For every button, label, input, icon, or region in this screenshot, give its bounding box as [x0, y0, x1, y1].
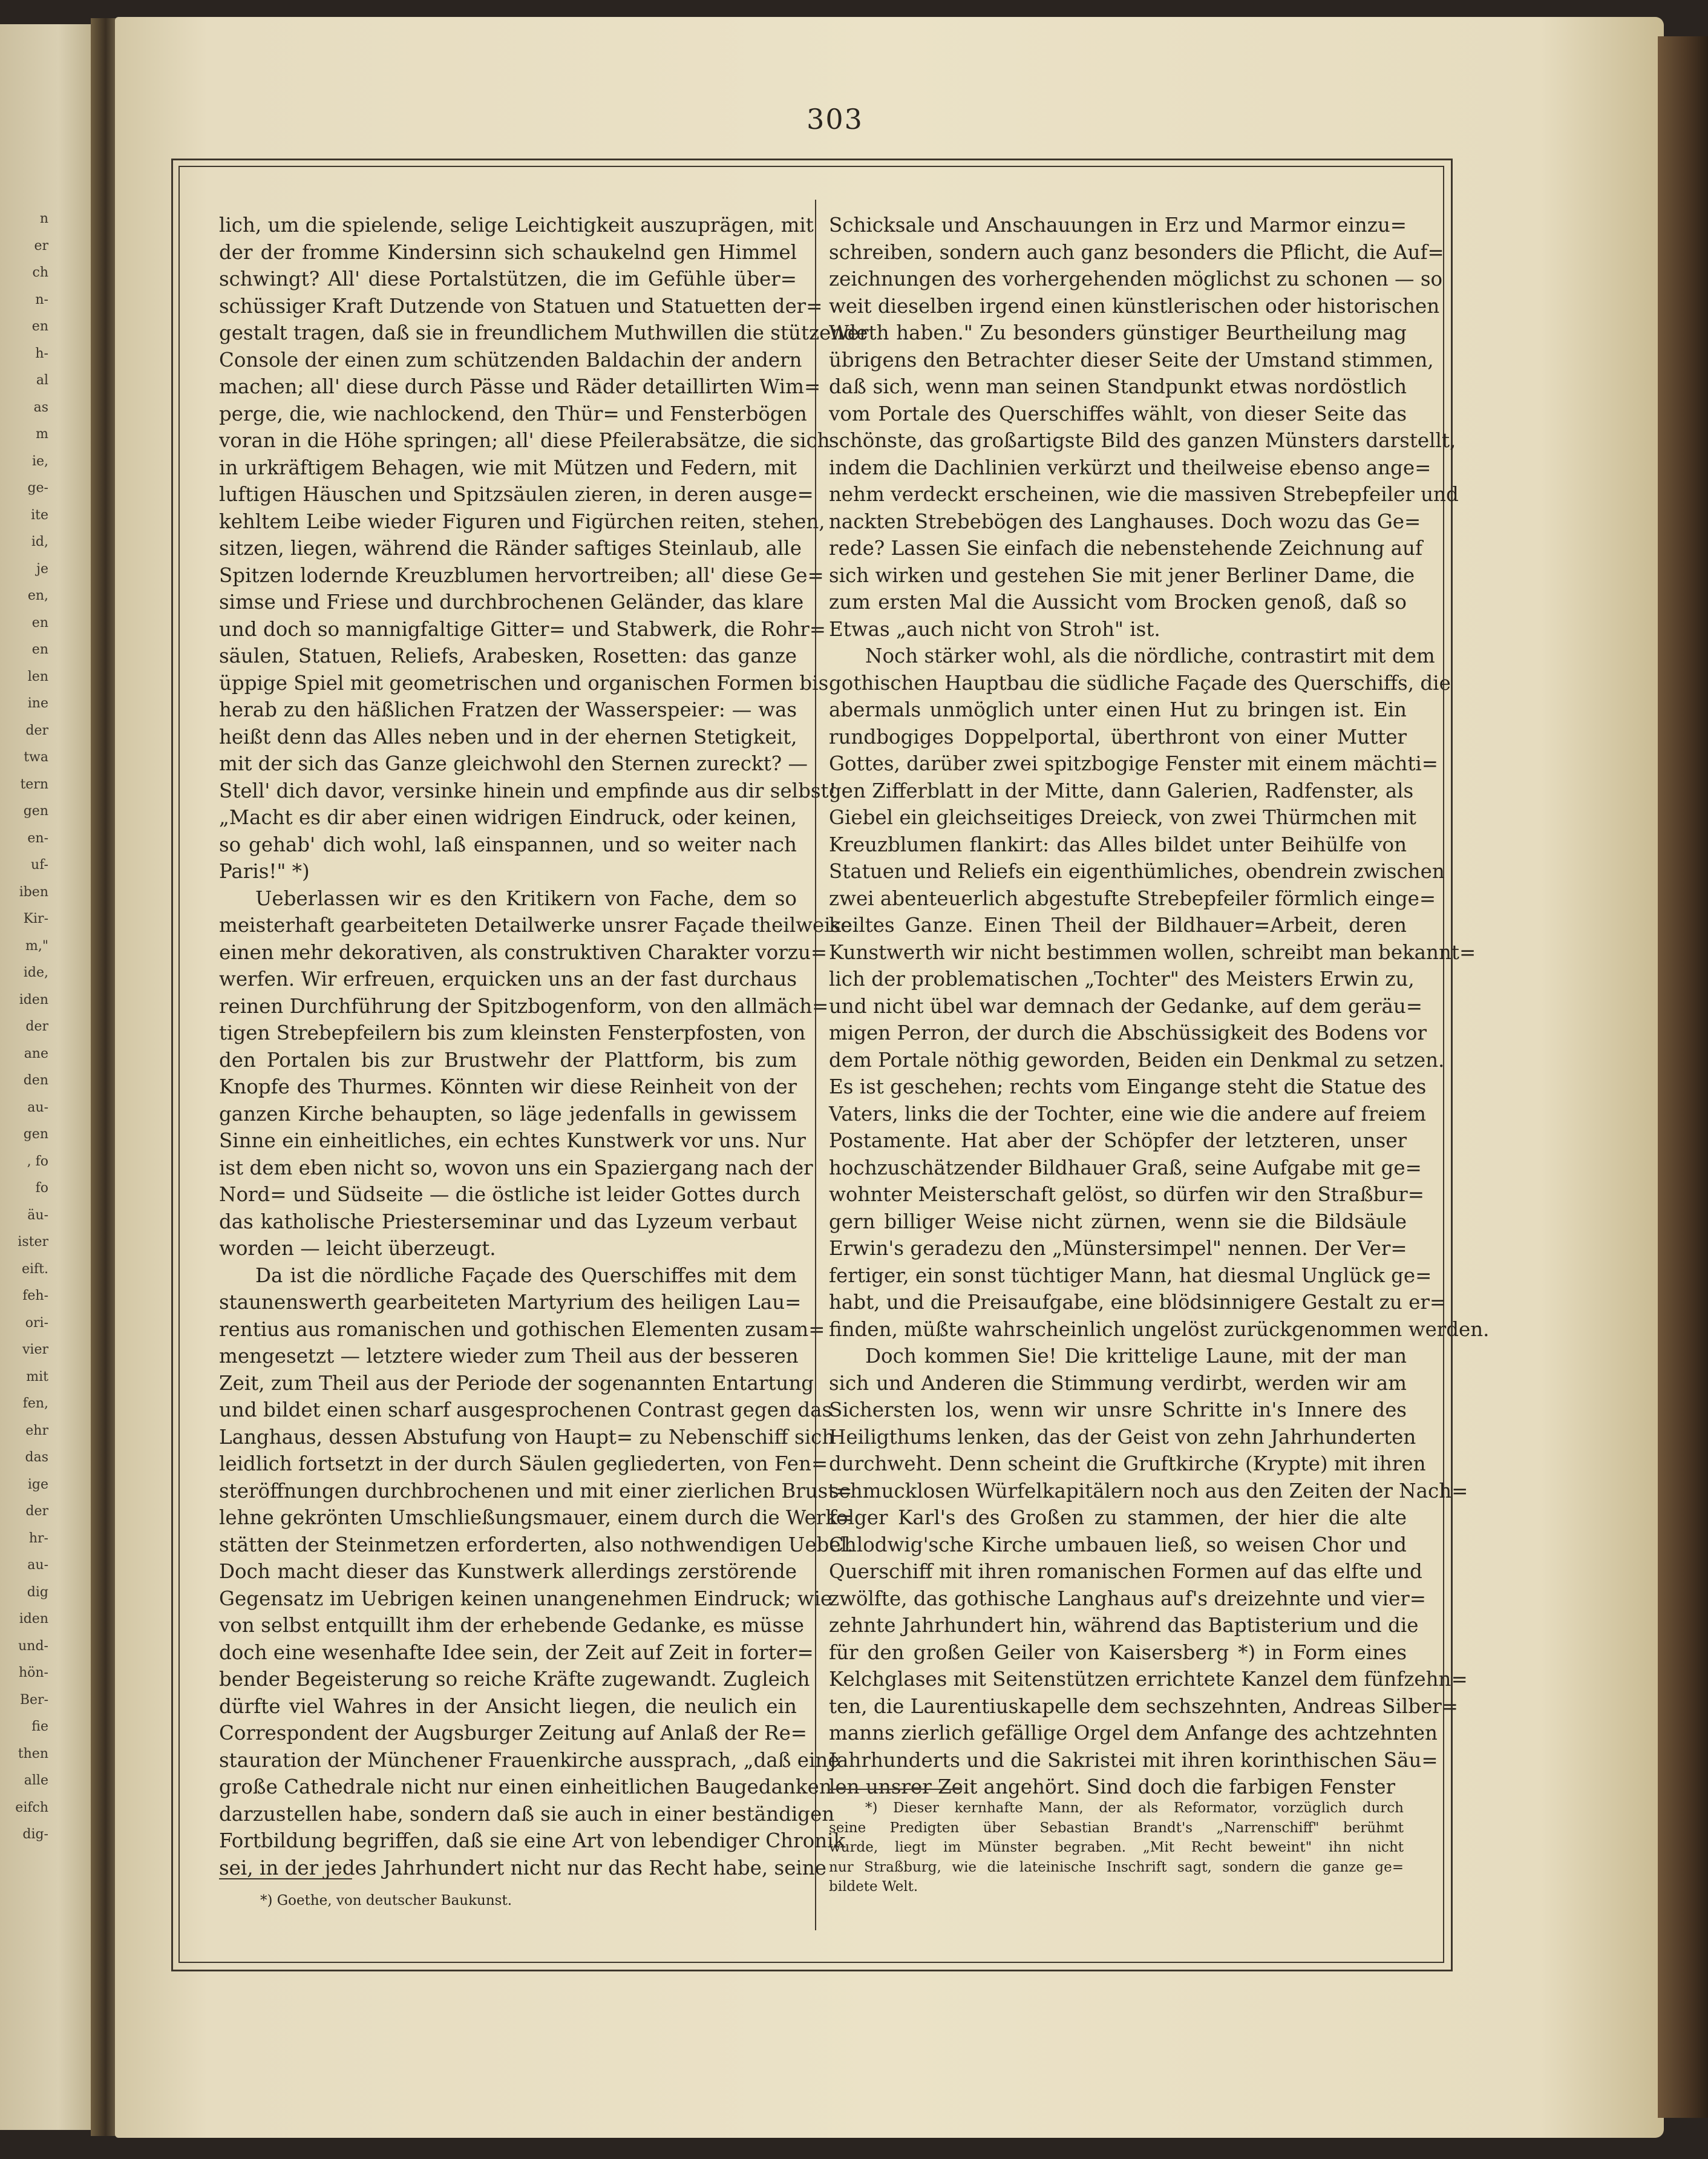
text-line: ganzen Kirche behaupten, so läge jedenfalls in gewissem — [219, 1102, 797, 1125]
left-page-fragment: m — [36, 427, 48, 442]
text-line: „Macht es dir aber einen widrigen Eindruck, oder keinen, — [219, 806, 797, 829]
text-line: habt, und die Preisaufgabe, eine blödsinnigere Gestalt zu er= — [829, 1291, 1447, 1314]
text-line: sich wirken und gestehen Sie mit jener Berliner Dame, die — [829, 563, 1415, 587]
text-line: staunenswerth gearbeiteten Martyrium des heiligen Lau= — [219, 1291, 802, 1314]
left-page-fragment: der — [25, 1504, 48, 1519]
footnote-right — [829, 1798, 1404, 1897]
text-line: säulen, Statuen, Reliefs, Arabesken, Rosetten: das ganze — [219, 644, 797, 667]
footnote-rule-right — [829, 1789, 962, 1790]
text-line: dürfte viel Wahres in der Ansicht liegen, die neulich ein — [219, 1694, 797, 1718]
left-page-fragment: ane — [24, 1046, 48, 1061]
left-page-fragment: n — [39, 211, 48, 226]
text-line: abermals unmöglich unter einen Hut zu bringen ist. Ein — [829, 698, 1407, 721]
page-number: 303 — [807, 103, 863, 136]
text-line: fertiger, ein sonst tüchtiger Mann, hat diesmal Unglück ge= — [829, 1263, 1432, 1287]
text-line: sitzen, liegen, während die Ränder saftiges Steinlaub, alle — [219, 537, 802, 560]
text-line: Gegensatz im Uebrigen keinen unangenehmen Eindruck; wie — [219, 1587, 833, 1610]
text-line: doch eine wesenhafte Idee sein, der Zeit auf Zeit in forter= — [219, 1640, 814, 1664]
left-page-fragment: ehr — [25, 1423, 48, 1438]
text-line: Werth haben." Zu besonders günstiger Beurtheilung mag — [829, 321, 1407, 344]
text-line: darzustellen habe, sondern daß sie auch in einer beständigen — [219, 1802, 835, 1826]
text-line: werfen. Wir erfreuen, erquicken uns an der fast durchaus — [219, 968, 797, 991]
text-line: len unsrer Zeit angehört. Sind doch die farbigen Fenster — [829, 1775, 1395, 1798]
text-line: rundbogiges Doppelportal, überthront von einer Mutter — [829, 725, 1407, 749]
left-page-fragment: ie, — [31, 453, 48, 469]
footnote-rule-left — [219, 1878, 352, 1879]
text-line: zum ersten Mal die Aussicht vom Brocken genoß, daß so — [829, 591, 1407, 614]
text-line: nackten Strebebögen des Langhauses. Doch wozu das Ge= — [829, 509, 1421, 533]
text-line: tigen Strebepfeilern bis zum kleinsten Fensterpfosten, von — [219, 1021, 806, 1044]
text-line: meisterhaft gearbeiteten Detailwerke unsrer Façade theilweise — [219, 914, 852, 937]
left-page-fragment: Ber- — [19, 1692, 48, 1708]
text-line: von selbst entquillt ihm der erhebende Gedanke, es müsse — [219, 1614, 805, 1637]
left-page-fragment: je — [36, 561, 48, 577]
text-line: das katholische Priesterseminar und das Lyzeum verbaut — [219, 1210, 797, 1233]
text-line: Kunstwerth wir nicht bestimmen wollen, schreibt man bekannt= — [829, 940, 1476, 964]
left-page-fragment: , fo — [27, 1153, 48, 1169]
text-line: herab zu den häßlichen Fratzen der Wasserspeier: — was — [219, 698, 797, 721]
text-line: Etwas „auch nicht von Stroh" ist. — [829, 617, 1160, 641]
text-line: vom Portale des Querschiffes wählt, von dieser Seite das — [829, 402, 1407, 425]
left-page-fragment: ide, — [23, 965, 48, 980]
text-column-right — [829, 212, 1490, 1801]
text-line: Correspondent der Augsburger Zeitung auf Anlaß der Re= — [219, 1722, 808, 1745]
text-line: rentius aus romanischen und gothischen Elementen zusam= — [219, 1317, 825, 1341]
text-line: Console der einen zum schützenden Baldachin der andern — [219, 348, 802, 372]
text-line: kehltem Leibe wieder Figuren und Figürchen reiten, stehen, — [219, 509, 825, 533]
text-line: mit der sich das Ganze gleichwohl den Sternen zureckt? — — [219, 752, 808, 775]
left-page-fragment: dig- — [22, 1827, 48, 1842]
text-line: Sichersten los, wenn wir unsre Schritte in's Innere des — [829, 1398, 1407, 1421]
text-line: hochzuschätzender Bildhauer Graß, seine Aufgabe mit ge= — [829, 1156, 1422, 1179]
left-page-fragment: as — [33, 399, 48, 415]
text-line: stauration der Münchener Frauenkirche aussprach, „daß eine — [219, 1748, 840, 1772]
text-line: Langhaus, dessen Abstufung von Haupt= zu Nebenschiff sich — [219, 1425, 835, 1449]
text-line: schwingt? All' diese Portalstützen, die im Gefühle über= — [219, 267, 797, 290]
text-line: Nord= und Südseite — die östliche ist leider Gottes durch — [219, 1183, 800, 1206]
text-line: Kreuzblumen flankirt: das Alles bildet unter Beihülfe von — [829, 833, 1407, 856]
left-page-fragment: len — [27, 669, 48, 684]
text-line: Sinne ein einheitliches, ein echtes Kunstwerk vor uns. Nur — [219, 1129, 806, 1152]
left-page-fragment: gen — [23, 804, 48, 819]
text-line: in urkräftigem Behagen, wie mit Mützen und Federn, mit — [219, 456, 797, 479]
left-page-fragment: iben — [19, 884, 48, 900]
text-line: Gottes, darüber zwei spitzbogige Fenster mit einem mächti= — [829, 752, 1439, 775]
text-line: Spitzen lodernde Kreuzblumen hervortreiben; all' diese Ge= — [219, 563, 824, 587]
text-line: indem die Dachlinien verkürzt und theilweise ebenso ange= — [829, 456, 1432, 479]
text-line: und doch so mannigfaltige Gitter= und Stabwerk, die Rohr= — [219, 617, 826, 641]
text-line: steröffnungen durchbrochenen und mit einer zierlichen Brust= — [219, 1479, 852, 1502]
text-line: Es ist geschehen; rechts vom Eingange steht die Statue des — [829, 1075, 1427, 1098]
text-line: schreiben, sondern auch ganz besonders die Pflicht, die Auf= — [829, 240, 1444, 264]
text-line: bender Begeisterung so reiche Kräfte zugewandt. Zugleich — [219, 1668, 810, 1691]
text-line: zehnte Jahrhundert hin, während das Baptisterium und die — [829, 1614, 1419, 1637]
left-page-fragment: ori- — [25, 1315, 48, 1331]
left-page-fragment: eifch — [15, 1800, 48, 1815]
text-line: wohnter Meisterschaft gelöst, so dürfen wir den Straßbur= — [829, 1183, 1425, 1206]
left-page-fragment: hön- — [18, 1665, 48, 1680]
text-line: den Portalen bis zur Brustwehr der Plattform, bis zum — [219, 1048, 797, 1072]
text-line: manns zierlich gefällige Orgel dem Anfange des achtzehnten — [829, 1722, 1438, 1745]
text-line: Querschiff mit ihren romanischen Formen auf das elfte und — [829, 1560, 1422, 1583]
left-page-fragment: er — [34, 238, 48, 254]
text-line: Noch stärker wohl, als die nördliche, contrastirt mit dem — [865, 644, 1435, 667]
text-line: weit dieselben irgend einen künstlerischen oder historischen — [829, 294, 1440, 318]
text-line: schmucklosen Würfelkapitälern noch aus den Zeiten der Nach= — [829, 1479, 1468, 1502]
text-line: gothischen Hauptbau die südliche Façade des Querschiffs, die — [829, 671, 1451, 695]
left-page-fragment: fen, — [22, 1396, 48, 1411]
left-page-fragment: der — [25, 722, 48, 738]
text-line: Knopfe des Thurmes. Könnten wir diese Reinheit von der — [219, 1075, 797, 1098]
text-line: und nicht übel war demnach der Gedanke, auf dem geräu= — [829, 994, 1422, 1018]
text-line: perge, die, wie nachlockend, den Thür= und Fensterbögen — [219, 402, 807, 425]
text-line: Paris!" *) — [219, 860, 310, 883]
text-line: leidlich fortsetzt in der durch Säulen gegliederten, von Fen= — [219, 1452, 828, 1475]
left-page-fragment: hr- — [28, 1530, 48, 1546]
left-page-fragment: id, — [31, 534, 48, 549]
left-page-fragment: en — [31, 642, 48, 657]
text-line: lich, um die spielende, selige Leichtigkeit auszuprägen, mit — [219, 214, 814, 237]
left-page-fragment: au- — [27, 1558, 48, 1573]
text-line: mengesetzt — letztere wieder zum Theil aus der besseren — [219, 1345, 799, 1368]
text-line: Schicksale und Anschauungen in Erz und Marmor einzu= — [829, 214, 1407, 237]
text-line: Ueberlassen wir es den Kritikern von Fache, dem so — [255, 886, 797, 910]
text-line: voran in die Höhe springen; all' diese Pfeilerabsätze, die sich — [219, 429, 830, 452]
left-page-fragment: dig — [27, 1584, 48, 1600]
column-divider — [815, 200, 816, 1930]
text-line: nehm verdeckt erscheinen, wie die massiven Strebepfeiler und — [829, 483, 1459, 506]
text-line: zeichnungen des vorhergehenden möglichst zu schonen — so — [829, 267, 1443, 290]
left-page-fragment: iden — [19, 992, 48, 1007]
footnote-line: seine Predigten über Sebastian Brandt's „Narrenschiff" berühmt — [829, 1820, 1404, 1836]
left-page-fragment: den — [23, 1073, 48, 1088]
left-page-fragment: äu- — [27, 1207, 48, 1223]
left-page-fragment: then — [18, 1746, 48, 1761]
left-page-fragment: fo — [35, 1181, 48, 1196]
left-page-fragment: h- — [35, 346, 48, 361]
text-line: Doch macht dieser das Kunstwerk allerdings zerstörende — [219, 1560, 797, 1583]
text-line: luftigen Häuschen und Spitzsäulen zieren, in deren ausge= — [219, 483, 814, 506]
left-page-fragment: und- — [18, 1638, 48, 1654]
text-line: so gehab' dich wohl, laß einspannen, und so weiter nach — [219, 833, 797, 856]
left-page-fragment: mit — [26, 1369, 48, 1384]
left-page-fragment: en- — [27, 830, 48, 846]
text-line: schönste, das großartigste Bild des ganzen Münsters darstellt, — [829, 429, 1456, 452]
left-page-fragment: al — [36, 373, 48, 388]
left-page-fragment: der — [25, 1019, 48, 1034]
text-line: zwölfte, das gothische Langhaus auf's dreizehnte und vier= — [829, 1587, 1426, 1610]
left-page-fragment: uf- — [31, 857, 48, 873]
text-line: gern billiger Weise nicht zürnen, wenn sie die Bildsäule — [829, 1210, 1407, 1233]
text-line: lich der problematischen „Tochter" des Meisters Erwin zu, — [829, 968, 1415, 991]
text-line: zwei abenteuerlich abgestufte Strebepfeiler förmlich einge= — [829, 886, 1436, 910]
text-line: Chlodwig'sche Kirche umbauen ließ, so weisen Chor und — [829, 1533, 1407, 1556]
left-page-fragment: en, — [27, 588, 48, 603]
text-line: folger Karl's des Großen zu stammen, der hier die alte — [829, 1506, 1407, 1529]
text-line: rede? Lassen Sie einfach die nebenstehende Zeichnung auf — [829, 537, 1422, 560]
left-page-fragment: eift. — [21, 1261, 48, 1277]
text-line: gestalt tragen, daß sie in freundlichem Muthwillen die stützende — [219, 321, 868, 344]
text-line: Doch kommen Sie! Die krittelige Laune, mit der man — [865, 1345, 1407, 1368]
left-page-fragment: iden — [19, 1611, 48, 1627]
left-page-fragment: ge- — [27, 480, 48, 496]
left-page-text-fragments — [0, 206, 48, 1849]
footnote-line: *) Goethe, von deutscher Baukunst. — [260, 1893, 512, 1908]
left-page-fragment: ch — [32, 265, 48, 280]
text-line: Vaters, links die der Tochter, eine wie die andere auf freiem — [829, 1102, 1426, 1125]
text-line: simse und Friese und durchbrochenen Geländer, das klare — [219, 591, 804, 614]
left-page-fragment: fie — [31, 1719, 48, 1734]
text-line: ten, die Laurentiuskapelle dem sechszehnten, Andreas Silber= — [829, 1694, 1458, 1718]
text-line: machen; all' diese durch Pässe und Räder detaillirten Wim= — [219, 375, 821, 398]
left-page-fragment: m," — [25, 938, 48, 954]
text-line: Zeit, zum Theil aus der Periode der sogenannten Entartung — [219, 1371, 814, 1395]
text-column-left — [219, 212, 868, 1881]
text-line: dem Portale nöthig geworden, Beiden ein Denkmal zu setzen. — [829, 1048, 1445, 1072]
left-page-fragment: au- — [27, 1099, 48, 1115]
text-line: Stell' dich davor, versinke hinein und empfinde aus dir selbst! — [219, 779, 837, 802]
left-page-fragment: alle — [24, 1773, 48, 1788]
text-line: daß sich, wenn man seinen Standpunkt etwas nordöstlich — [829, 375, 1407, 398]
text-line: der der fromme Kindersinn sich schaukelnd gen Himmel — [219, 240, 797, 264]
text-line: und bildet einen scharf ausgesprochenen Contrast gegen das — [219, 1398, 833, 1421]
left-page-fragment: ine — [27, 696, 48, 711]
text-line: für den großen Geiler von Kaisersberg *) in Form eines — [829, 1640, 1407, 1664]
text-line: Da ist die nördliche Façade des Querschiffes mit dem — [255, 1263, 797, 1287]
text-line: Heiligthums lenken, das der Geist von zehn Jahrhunderten — [829, 1425, 1416, 1449]
text-line: Jahrhunderts und die Sakristei mit ihren korinthischen Säu= — [829, 1748, 1438, 1772]
footnote-line: wurde, liegt im Münster begraben. „Mit Recht beweint" ihn nicht — [829, 1840, 1404, 1855]
left-page-fragment: das — [25, 1450, 48, 1465]
text-line: keiltes Ganze. Einen Theil der Bildhauer=Arbeit, deren — [829, 914, 1407, 937]
text-line: heißt denn das Alles neben und in der ehernen Stetigkeit, — [219, 725, 797, 749]
left-page-fragment: en — [31, 615, 48, 631]
left-page-fragment: n- — [35, 292, 48, 307]
text-line: übrigens den Betrachter dieser Seite der Umstand stimmen, — [829, 348, 1434, 372]
left-page-fragment: feh- — [22, 1288, 48, 1303]
text-line: stätten der Steinmetzen erforderten, also nothwendigen Uebel. — [219, 1533, 854, 1556]
text-line: Erwin's geradezu den „Münstersimpel" nennen. Der Ver= — [829, 1237, 1407, 1260]
text-line: üppige Spiel mit geometrischen und organischen Formen bis — [219, 671, 829, 695]
text-line: einen mehr dekorativen, als construktiven Charakter vorzu= — [219, 940, 828, 964]
text-line: migen Perron, der durch die Abschüssigkeit des Bodens vor — [829, 1021, 1427, 1044]
left-page-fragment: ister — [18, 1234, 48, 1250]
book-page-edge — [1658, 36, 1708, 2118]
text-line: gen Zifferblatt in der Mitte, dann Galerien, Radfenster, als — [829, 779, 1414, 802]
text-line: lehne gekrönten Umschließungsmauer, einem durch die Werk= — [219, 1506, 854, 1529]
left-page-fragment: vier — [22, 1342, 48, 1357]
text-line: schüssiger Kraft Dutzende von Statuen und Statuetten der= — [219, 294, 823, 318]
text-line: worden — leicht überzeugt. — [219, 1237, 496, 1260]
left-page-fragment: ige — [27, 1476, 48, 1492]
footnote-line: nur Straßburg, wie die lateinische Inschrift sagt, sondern die ganze ge= — [829, 1859, 1404, 1875]
left-page-fragment: en — [31, 319, 48, 334]
text-line: sich und Anderen die Stimmung verdirbt, werden wir am — [829, 1371, 1407, 1395]
text-line: finden, müßte wahrscheinlich ungelöst zurückgenommen werden. — [829, 1317, 1490, 1341]
left-page-fragment: tern — [20, 776, 48, 792]
text-line: durchweht. Denn scheint die Gruftkirche (Krypte) mit ihren — [829, 1452, 1426, 1475]
text-line: Statuen und Reliefs ein eigenthümliches, obendrein zwischen — [829, 860, 1445, 883]
text-line: ist dem eben nicht so, wovon uns ein Spaziergang nach der — [219, 1156, 813, 1179]
text-line: große Cathedrale nicht nur einen einheitlichen Baugedanken — [219, 1775, 832, 1798]
footnote-line: *) Dieser kernhafte Mann, der als Reformator, vorzüglich durch — [865, 1800, 1404, 1816]
text-line: reinen Durchführung der Spitzbogenform, von den allmäch= — [219, 994, 829, 1018]
left-page-edge — [0, 24, 106, 2130]
text-line: Kelchglases mit Seitenstützen errichtete Kanzel dem fünfzehn= — [829, 1668, 1468, 1691]
text-line: Postamente. Hat aber der Schöpfer der letzteren, unser — [829, 1129, 1407, 1152]
left-page-fragment: twa — [24, 750, 48, 765]
footnote-line: bildete Welt. — [829, 1879, 918, 1895]
left-page-fragment: gen — [23, 1127, 48, 1142]
left-page-fragment: ite — [31, 507, 48, 523]
footnote-left — [260, 1891, 835, 1911]
left-page-fragment: Kir- — [23, 911, 48, 926]
text-line: sei, in der jedes Jahrhundert nicht nur das Recht habe, seine — [219, 1856, 826, 1879]
text-line: Fortbildung begriffen, daß sie eine Art von lebendiger Chronik — [219, 1829, 846, 1852]
text-line: Giebel ein gleichseitiges Dreieck, von zwei Thürmchen mit — [829, 806, 1416, 829]
